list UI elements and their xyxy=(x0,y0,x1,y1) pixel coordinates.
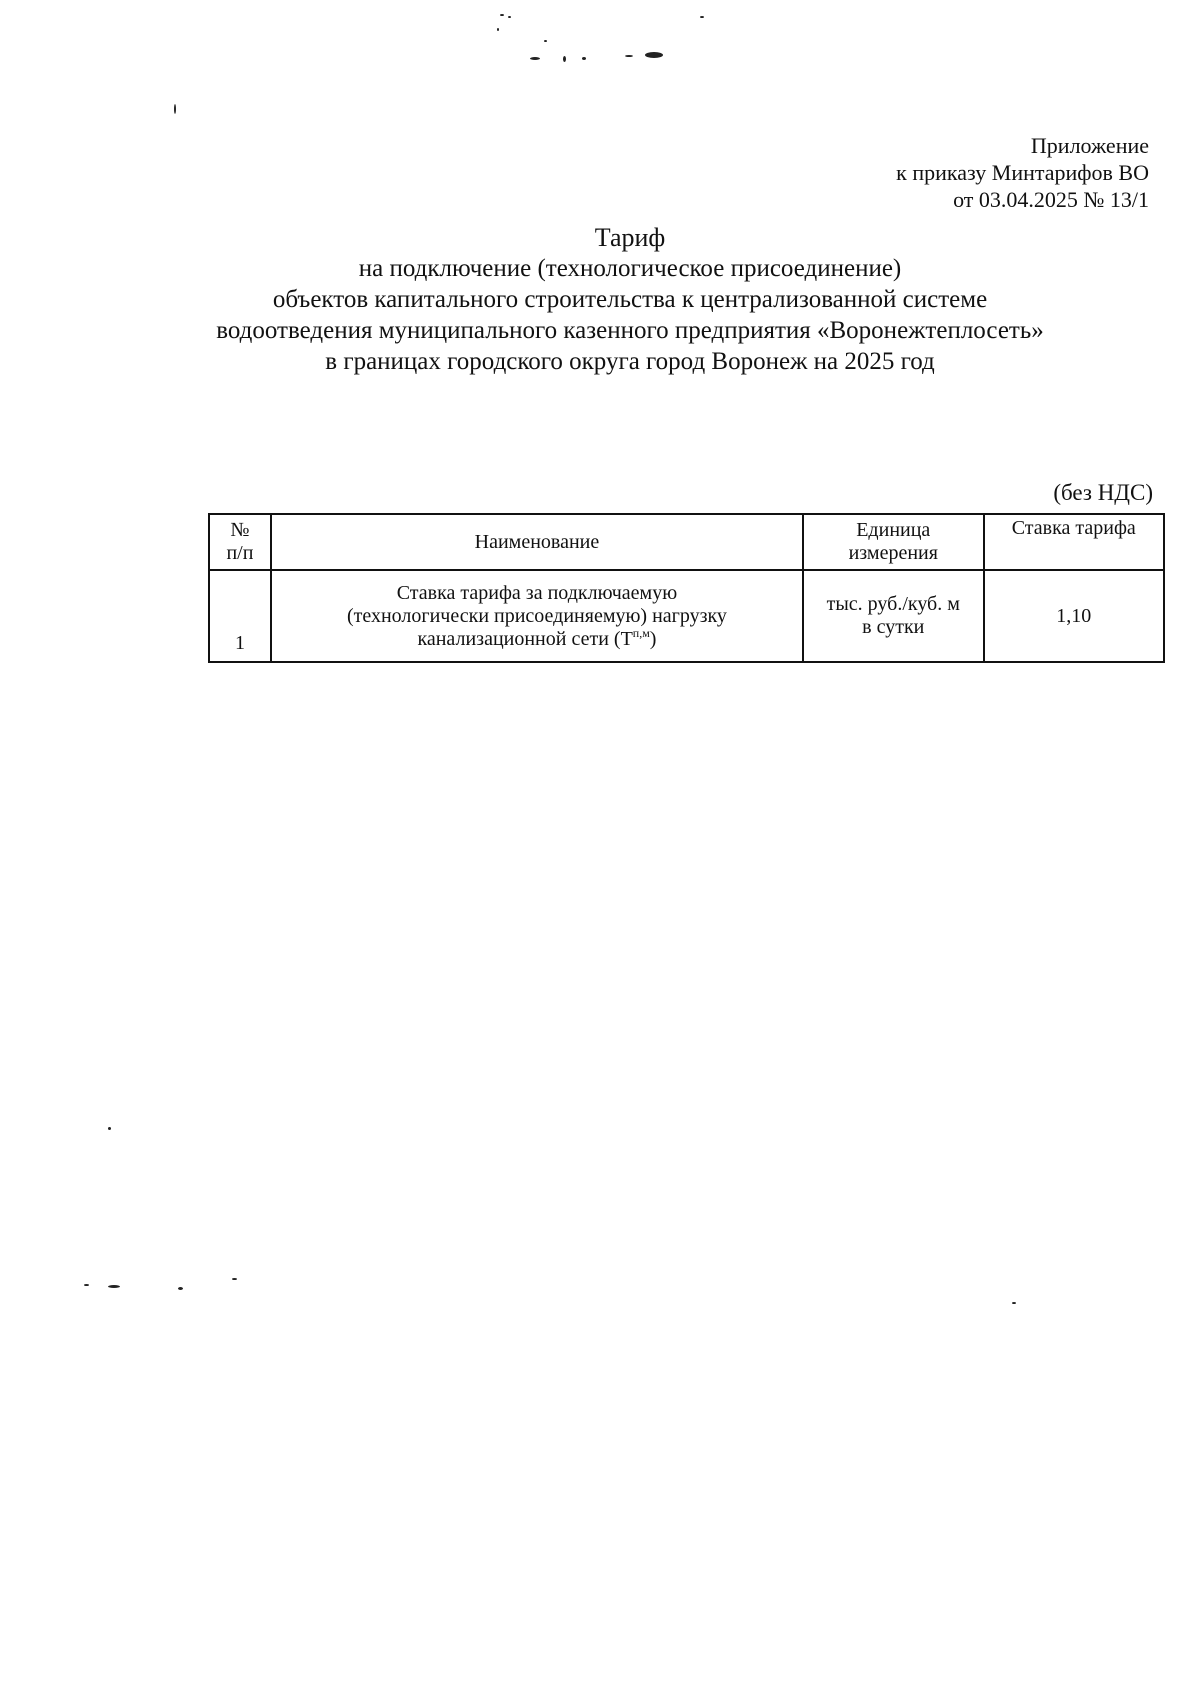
scan-speck xyxy=(582,57,586,60)
scan-speck xyxy=(508,16,511,18)
row-name-line-1: Ставка тарифа за подключаемую xyxy=(396,581,678,604)
header-unit xyxy=(803,514,983,570)
row-name-line-3 xyxy=(276,625,798,651)
row-unit-line-2: в сутки xyxy=(862,616,925,638)
scan-speck xyxy=(232,1278,237,1280)
document-title xyxy=(180,222,1080,377)
scan-speck xyxy=(108,1127,111,1130)
header-rate: Ставка тарифа xyxy=(984,514,1165,570)
appendix-block xyxy=(896,132,1149,213)
row-unit-line-1: тыс. руб./куб. м xyxy=(826,593,960,615)
header-num xyxy=(209,514,271,570)
header-num-line-1: № xyxy=(230,519,250,541)
scan-speck xyxy=(645,52,663,58)
scan-speck xyxy=(544,40,547,42)
scan-speck xyxy=(1012,1302,1016,1304)
table-row xyxy=(209,570,1164,662)
scan-speck xyxy=(625,55,633,57)
row-name xyxy=(271,570,803,662)
title-line-1: на подключение (технологическое присоединение) xyxy=(358,255,902,282)
row-rate: 1,10 xyxy=(984,570,1165,662)
scan-speck xyxy=(530,57,540,60)
scan-speck xyxy=(563,56,566,62)
appendix-line-2: к приказу Минтарифов ВО xyxy=(896,160,1149,185)
row-name-superscript: п,м xyxy=(632,625,650,640)
appendix-line-1: Приложение xyxy=(1030,133,1149,158)
title-line-2: объектов капитального строительства к централизованной системе xyxy=(272,286,988,313)
tariff-table xyxy=(208,513,1165,663)
scan-speck xyxy=(500,14,504,16)
header-unit-line-1: Единица xyxy=(856,519,931,541)
row-name-close: ) xyxy=(649,627,657,650)
row-num: 1 xyxy=(209,570,271,662)
header-unit-line-2: измерения xyxy=(848,542,938,564)
scan-speck xyxy=(700,16,704,18)
table-header-row xyxy=(209,514,1164,570)
header-num-line-2: п/п xyxy=(226,542,254,564)
scan-speck xyxy=(497,28,499,31)
scan-speck xyxy=(178,1287,183,1290)
title-line-3: водоотведения муниципального казенного предприятия «Воронежтеплосеть» xyxy=(216,317,1044,344)
vat-note: (без НДС) xyxy=(1053,480,1153,505)
header-name: Наименование xyxy=(271,514,803,570)
scan-speck xyxy=(108,1285,120,1288)
row-unit xyxy=(803,570,983,662)
appendix-line-3: от 03.04.2025 № 13/1 xyxy=(953,187,1149,212)
scan-speck xyxy=(174,104,176,114)
row-name-line-2: (технологически присоединяемую) нагрузку xyxy=(346,604,727,627)
scan-speck xyxy=(84,1284,89,1286)
title-main: Тариф xyxy=(594,223,666,252)
title-line-4: в границах городского округа город Воронеж на 2025 год xyxy=(325,348,935,375)
row-name-line-3-text: канализационной сети (Т xyxy=(417,627,633,650)
